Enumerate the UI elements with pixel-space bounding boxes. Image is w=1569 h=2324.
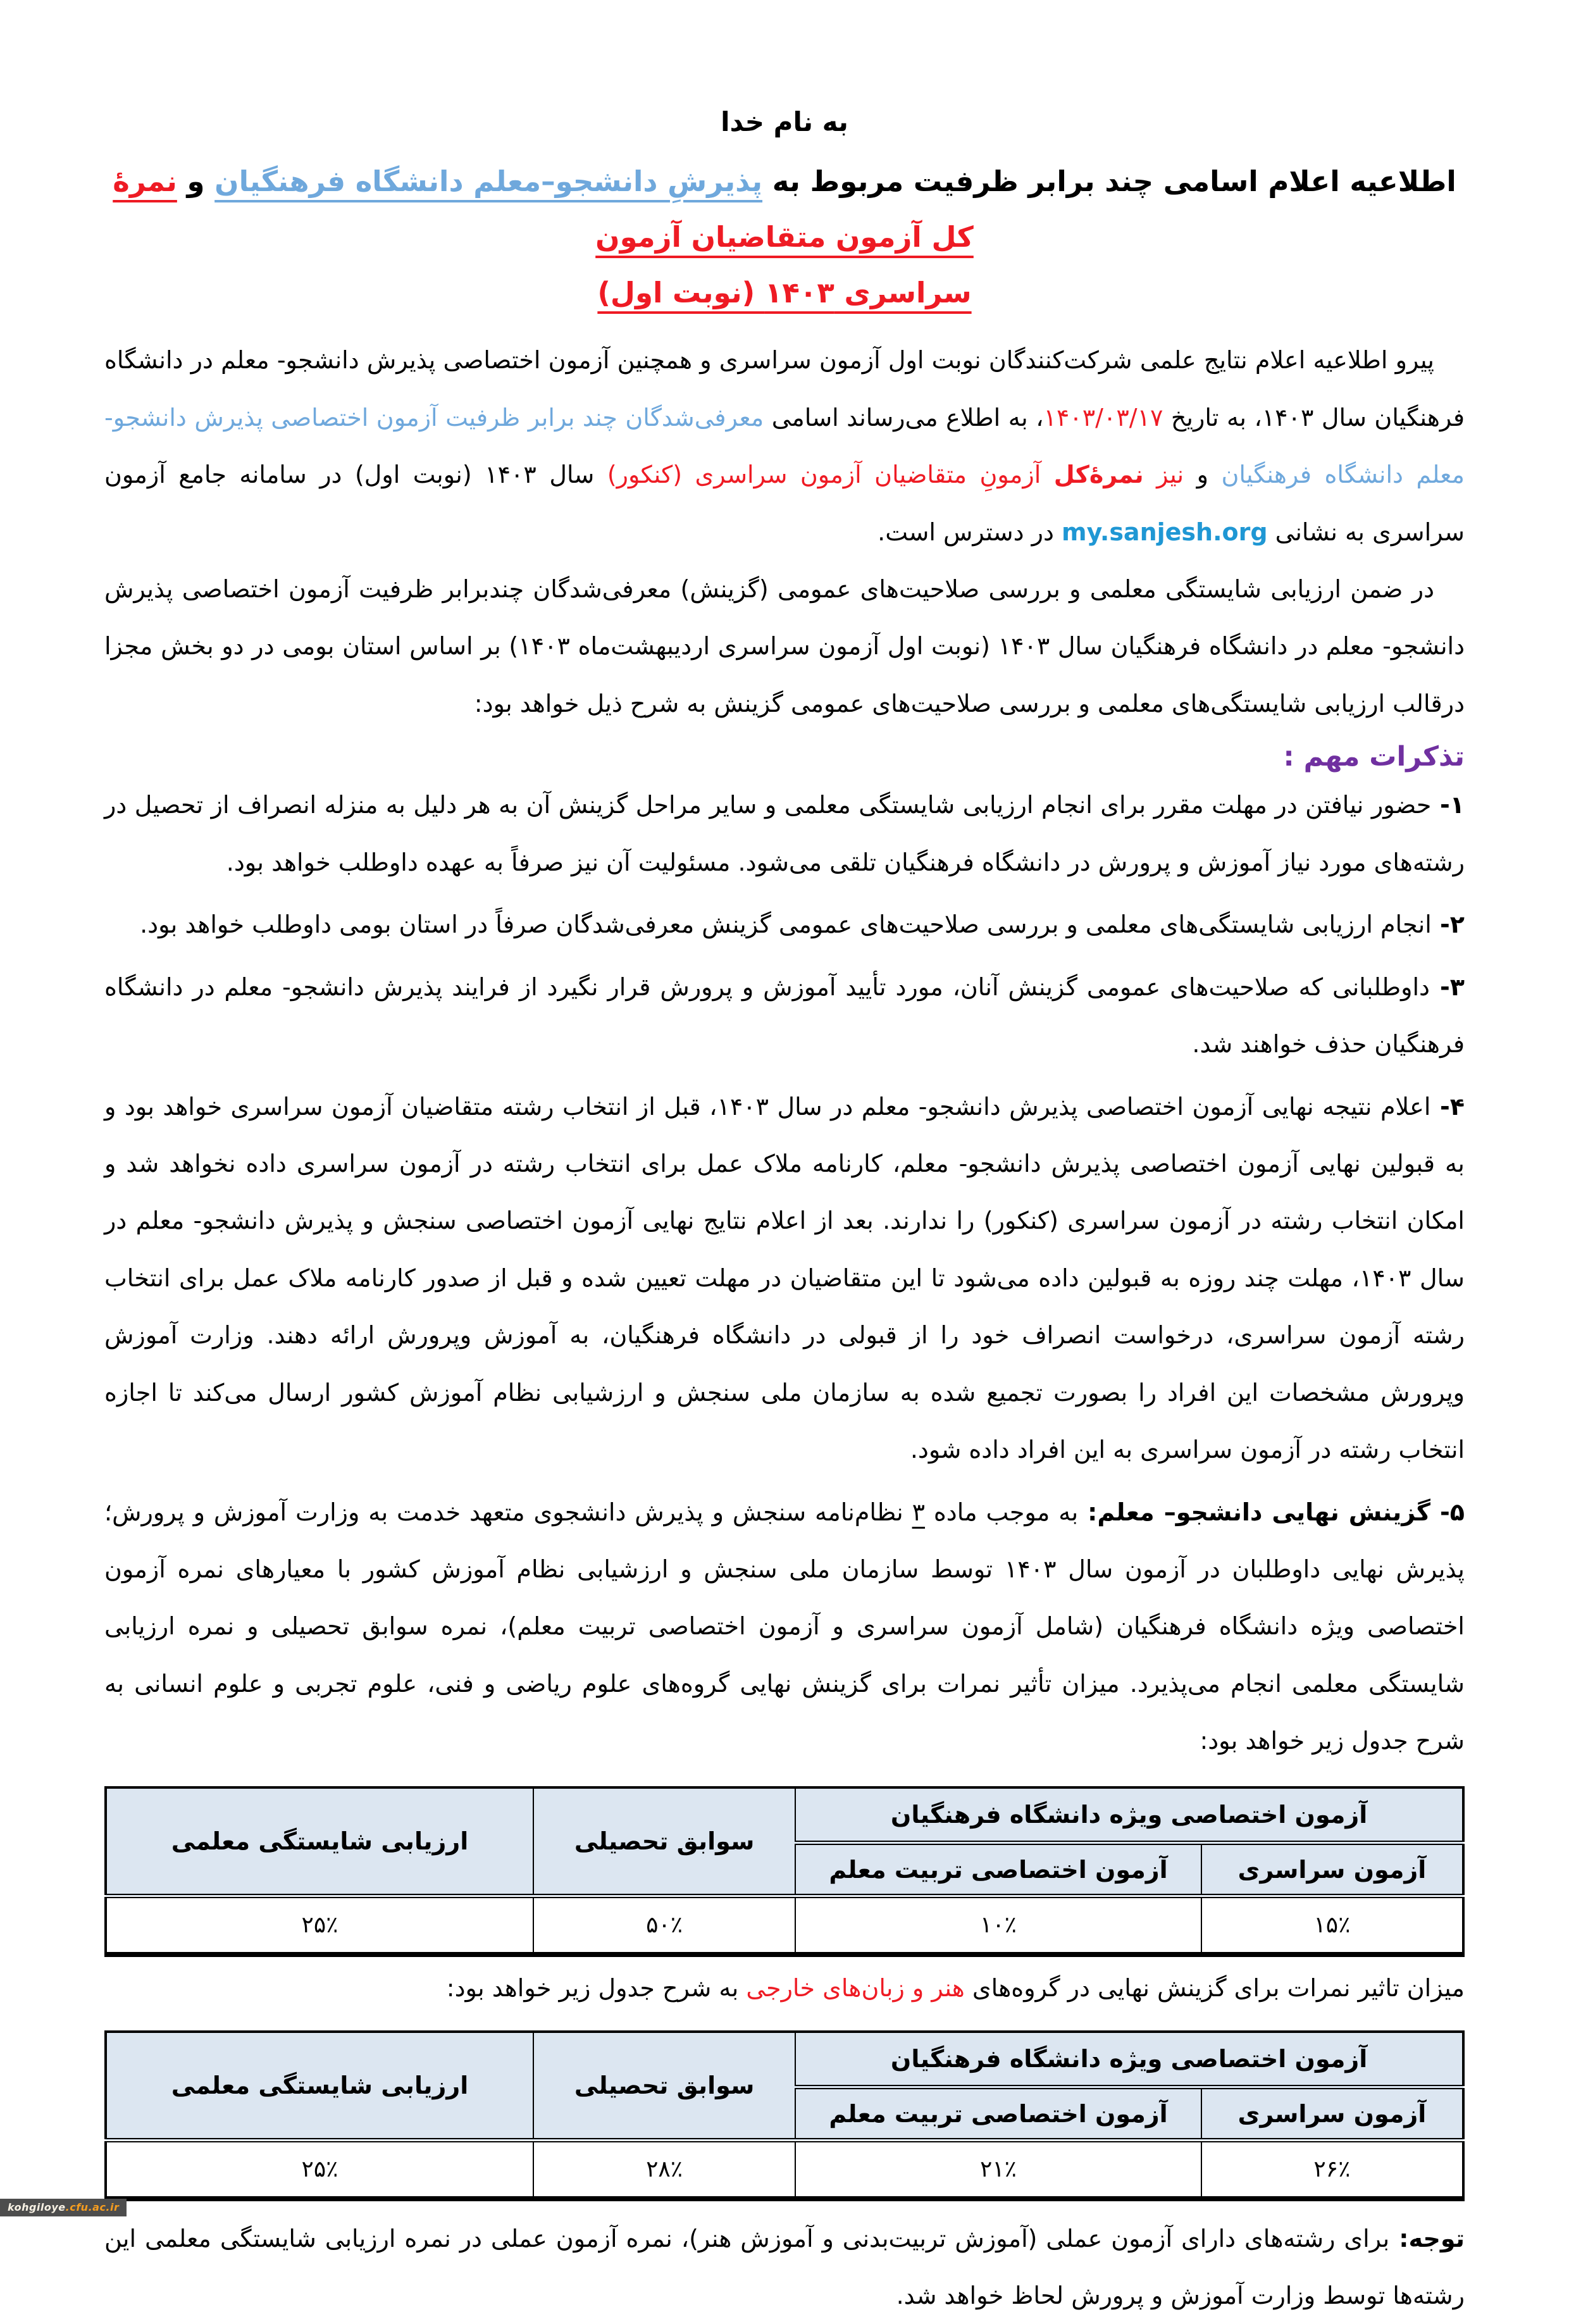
text-run: نمرهٔ کل آزمون متقاضیان آزمون [113,165,974,254]
table2-header-teacher-training-exam: آزمون اختصاصی تربیت معلم [795,2087,1201,2141]
text-run: ۲- [1431,910,1465,939]
text-run: نظام‌نامه سنجش و پذیرش دانشجوی متعهد خدمت به وزارت آموزش و پرورش؛ پذیرش نهایی داوطلبان در آزمون سال ۱۴۰۳ توسط سازمان ملی سنجش و ارزشیابی نظام آموزش کشور با معیارهای نمره آزمون اختصاصی ویژه دانشگاه فرهنگیان (شامل آزمون سراسری و آزمون اختصاصی تربیت معلم)، نمره سوابق تحصیلی و نمره ارزیابی شایستگی معلمی انجام می‌پذیرد. میزان تأثیر نمرات برای گزینش نهایی گروه‌های علوم ریاضی و فنی، علوم تجربی و علوم انسانی به شرح جدول زیر خواهد بود: [104,1498,1465,1755]
note-item-2 [104,896,1465,953]
text-run: ۴- [1430,1092,1465,1121]
table1-header-teacher-training-exam: آزمون اختصاصی تربیت معلم [795,1843,1201,1896]
table1-header-farhangian-exam: آزمون اختصاصی ویژه دانشگاه فرهنگیان [795,1787,1463,1843]
table2-value-academic-records: ۲۸٪ [533,2141,795,2199]
text-run: هنر و زبان‌های خارجی [746,1973,965,2002]
text-run: نیز [1143,461,1184,489]
text-run: ۱۴۰۳/۰۳/۱۷ [1043,403,1163,432]
table1-value-national-exam: ۱۵٪ [1201,1896,1463,1954]
text-run: آزمونِ متقاضیان آزمون سراسری (کنکور) [607,461,1054,489]
text-run: میزان تاثیر نمرات برای گزینش نهایی در گروه‌های [964,1973,1465,2002]
note-item-3 [104,959,1465,1073]
table1-value-academic-records: ۵۰٪ [533,1896,795,1954]
important-notes-heading: تذکرات مهم : [1283,741,1465,773]
text-run: سال ۱۴۰۳ (نوبت اول) در سامانه جامع آزمون سراسری به نشانی [104,461,1465,546]
text-run: ۳- [1429,972,1465,1001]
table2-header-national-exam: آزمون سراسری [1201,2087,1463,2141]
note-item-4 [104,1078,1465,1479]
weights-table-main-groups [104,1786,1465,1957]
bismillah: به نام خدا [721,106,848,137]
watermark-link[interactable] [0,2199,127,2216]
page-title [104,154,1465,320]
table2-header-farhangian-exam: آزمون اختصاصی ویژه دانشگاه فرهنگیان [795,2032,1463,2087]
text-run: پذیرشِ دانشجو–معلم دانشگاه فرهنگیان [214,165,763,198]
table1-header-academic-records: سوابق تحصیلی [533,1787,795,1896]
text-run: برای رشته‌های دارای آزمون عملی (آموزش تربیت‌بدنی و آموزش هنر)، نمره آزمون عملی در نمره ارزیابی شایستگی معلمی این رشته‌ها توسط وزارت آموزش و پرورش لحاظ خواهد شد. [104,2224,1465,2309]
table2-header-academic-records: سوابق تحصیلی [533,2032,795,2141]
table2-header-teacher-competency-eval: ارزیابی شایستگی معلمی [106,2032,533,2141]
text-run: اطلاعیه اعلام اسامی چند برابر ظرفیت مربوط به [762,165,1456,198]
table1-value-teacher-competency-eval: ۲۵٪ [106,1896,533,1954]
text-run: داوطلبانی که صلاحیت‌های عمومی گزینش آنان، مورد تأیید آموزش و پرورش قرار نگیرد از فرایند پذیرش دانشجو- معلم در دانشگاه فرهنگیان حذف خواهند شد. [104,972,1465,1059]
text-run: ، به اطلاع می‌رساند اسامی [764,403,1044,432]
title-line-1 [104,154,1465,265]
text-run: به شرح جدول زیر خواهد بود: [446,1973,747,2002]
text-run: در دسترس است. [878,518,1062,546]
practical-exam-footnote [104,2210,1465,2324]
text-run: ۵- گزینش نهایی دانشجو– معلم: [1078,1498,1465,1526]
sanjesh-link[interactable]: my.sanjesh.org [1062,518,1268,546]
text-run: پیرو اطلاعیه اعلام نتایج علمی شرکت‌کنندگان نوبت اول آزمون سراسری و همچنین آزمون اختصاصی پذیرش دانشجو- معلم در دانشگاه فرهنگیان سال ۱۴۰۳، به تاریخ [104,346,1465,432]
table2-value-teacher-competency-eval: ۲۵٪ [106,2141,533,2199]
watermark-site: kohgiloye [8,2201,66,2213]
table1-value-teacher-training-exam: ۱۰٪ [795,1896,1201,1954]
intro-paragraph-2: در ضمن ارزیابی شایستگی معلمی و بررسی صلاحیت‌های عمومی (گزینش) معرفی‌شدگان چندبرابر ظرفیت آزمون اختصاصی پذیرش دانشجو- معلم در دانشگاه فرهنگیان سال ۱۴۰۳ (نوبت اول آزمون سراسری اردیبهشت‌ماه ۱۴۰۳) بر اساس استان بومی در دو بخش مجزا درقالب ارزیابی شایستگی‌های معلمی و بررسی صلاحیت‌های عمومی گزینش به شرح ذیل خواهد بود: [104,575,1465,718]
text-run: و [1184,461,1222,489]
note-item-1 [104,776,1465,891]
note-item-5 [104,1484,1465,1770]
between-tables-text [104,1963,1465,2014]
text-run: توجه: [1389,2224,1465,2253]
text-run: سراسری ۱۴۰۳ (نوبت اول) [597,275,972,309]
intro-paragraph-1 [104,332,1465,561]
text-run: معرفی‌شدگان چند برابر ظرفیت آزمون اختصاصی پذیرش دانشجو- معلم دانشگاه فرهنگیان [104,403,1465,489]
text-run: نمرهٔ‌کل [1053,461,1144,489]
table1-header-teacher-competency-eval: ارزیابی شایستگی معلمی [106,1787,533,1896]
table1-header-national-exam: آزمون سراسری [1201,1843,1463,1896]
text-run: ۱- [1431,791,1465,819]
text-run: و [177,165,215,198]
text-run: اعلام نتیجه نهایی آزمون اختصاصی پذیرش دانشجو- معلم در سال ۱۴۰۳، قبل از انتخاب رشته متقاضیان آزمون سراسری خواهد بود و به قبولین نهایی آزمون اختصاصی پذیرش دانشجو- معلم، کارنامه ملاک عمل برای انتخاب رشته در آزمون سراسری داده نخواهد شد و امکان انتخاب رشته در آزمون سراسری (کنکور) را ندارند. بعد از اعلام نتایج نهایی آزمون اختصاصی سنجش و پذیرش دانشجو- معلم در سال ۱۴۰۳، مهلت چند روزه به قبولین داده می‌شود تا این متقاضیان در مهلت تعیین شده و قبل از صدور کارنامه ملاک عمل برای انتخاب رشته آزمون سراسری، درخواست انصراف خود را از قبولی در دانشگاه فرهنگیان، به آموزش وپرورش ارائه دهند. وزارت آموزش وپرورش مشخصات این افراد را بصورت تجمیع شده به سازمان ملی سنجش و ارزشیابی نظام آموزش کشور ارسال می‌کند تا اجازه انتخاب رشته در آزمون سراسری به این افراد داده شود. [104,1092,1465,1464]
text-run: انجام ارزیابی شایستگی‌های معلمی و بررسی صلاحیت‌های عمومی گزینش معرفی‌شدگان صرفاً در استان بومی داوطلب خواهد بود. [140,910,1432,939]
text-run: حضور نیافتن در مهلت مقرر برای انجام ارزیابی شایستگی معلمی و سایر مراحل گزینش آن به هر دلیل به منزله انصراف از تحصیل در رشته‌های مورد نیاز آموزش و پرورش در دانشگاه فرهنگیان تلقی می‌شود. مسئولیت آن نیز صرفاً به عهده داوطلب خواهد بود. [104,791,1465,876]
table2-value-national-exam: ۲۶٪ [1201,2141,1463,2199]
text-run: به موجب ماده [925,1498,1079,1526]
title-line-2 [104,265,1465,321]
table2-value-teacher-training-exam: ۲۱٪ [795,2141,1201,2199]
text-run: ۳ [912,1498,926,1526]
weights-table-art-languages [104,2030,1465,2201]
watermark-domain: .cfu.ac.ir [65,2201,120,2213]
